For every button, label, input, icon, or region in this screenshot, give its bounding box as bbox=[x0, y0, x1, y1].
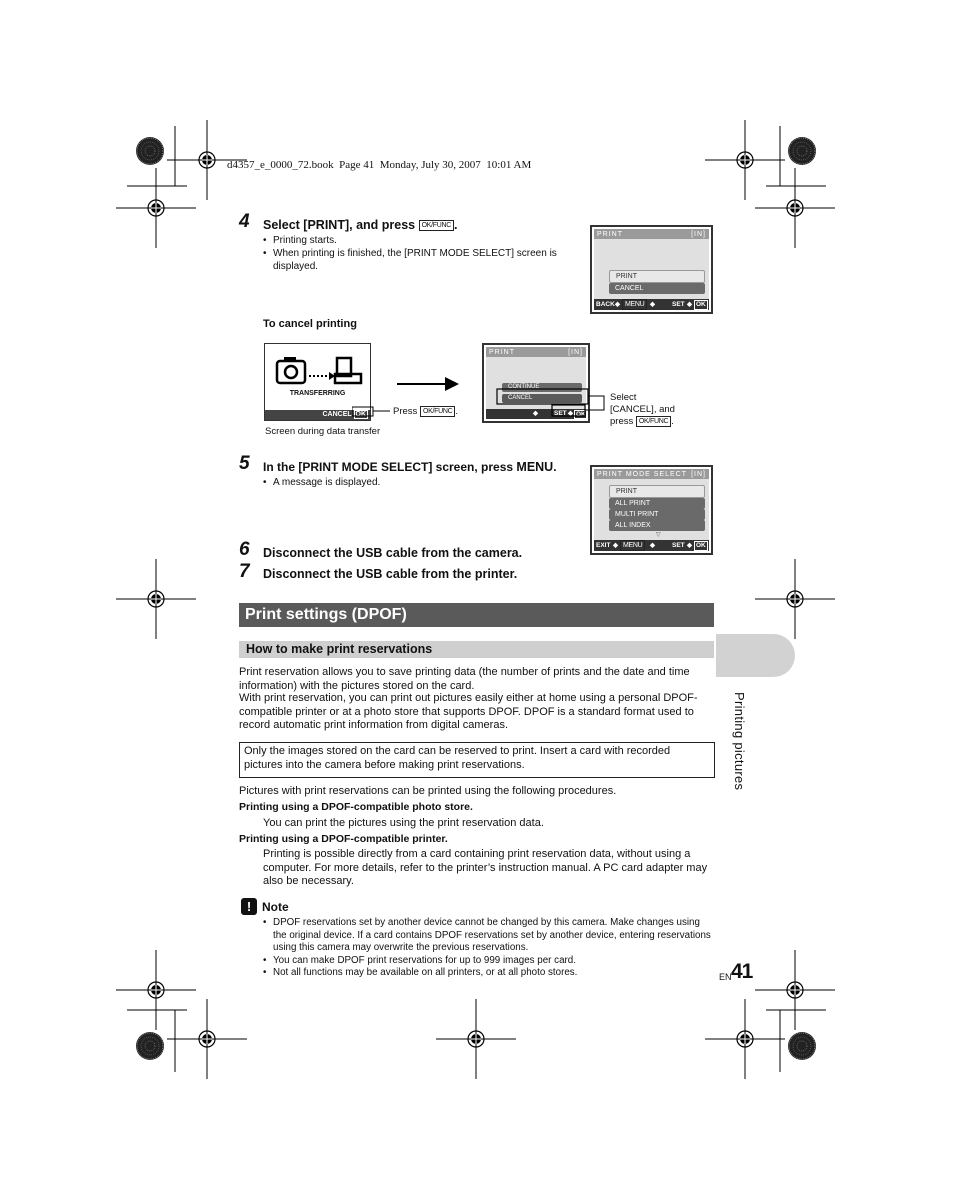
ok-func-icon: OK/FUNC bbox=[419, 220, 454, 231]
print-mode-select-screen-image: PRINT MODE SELECT [IN] PRINT ALL PRINT MULTI PRINT ALL INDEX ▽ EXIT ◆ MENU ◆ SET ◆ OK bbox=[590, 465, 713, 555]
press-ok-label: Press OK/FUNC . bbox=[393, 406, 458, 418]
mode-multi-print-item: MULTI PRINT bbox=[609, 509, 705, 520]
step-5-bullets: • A message is displayed. bbox=[263, 476, 583, 489]
book-slug-line: d4357_e_0000_72.book Page 41 Monday, July 30, 2007 10:01 AM bbox=[227, 159, 532, 171]
photo-store-heading: Printing using a DPOF-compatible photo store. bbox=[239, 801, 473, 813]
chapter-tab-label: Printing pictures bbox=[732, 692, 747, 791]
mode-all-index-item: ALL INDEX bbox=[609, 520, 705, 531]
print-menu-item: PRINT bbox=[609, 270, 705, 283]
step-6-number: 6 bbox=[239, 539, 250, 560]
transferring-label: TRANSFERRING bbox=[289, 390, 346, 397]
step-7-title: Disconnect the USB cable from the printer. bbox=[263, 567, 518, 581]
menu-button-icon: MENU bbox=[516, 460, 554, 474]
card-notice-text: Only the images stored on the card can be reserved to print. Insert a card with recorded pictures into the camera before making print reservations. bbox=[244, 745, 671, 771]
note-bullets: • DPOF reservations set by another device cannot be changed by this camera. Make changes using the original device. If a card contains DPOF reservations set by another device, entering reservations using this camera may overwrite the previous reservations. • You can make DPOF print reservations for up to 999 images per card. • Not all functions may be available on all printers, or at all photo stores. bbox=[263, 917, 715, 980]
select-leader-line bbox=[494, 388, 614, 418]
step-4-bullets: • Printing starts. • When printing is finished, the [PRINT MODE SELECT] screen is displayed. bbox=[263, 234, 583, 273]
page-number: 41 bbox=[731, 960, 753, 983]
page-language: EN bbox=[719, 972, 732, 982]
step-7-number: 7 bbox=[239, 561, 250, 582]
intro-paragraph-1: Print reservation allows you to save printing data (the number of prints and the date and time information) with the pictures stored on the card. bbox=[239, 666, 690, 692]
printer-heading: Printing using a DPOF-compatible printer. bbox=[239, 833, 448, 845]
cancel-confirm-screen-image: PRINT [IN] CONTINUE CANCEL ◆ SET ◆ OK bbox=[482, 343, 590, 423]
cancel-menu-item-2: CANCEL bbox=[502, 394, 582, 403]
arrow-right-icon bbox=[397, 376, 461, 392]
subsection-title: How to make print reservations bbox=[246, 642, 433, 656]
step-6-title: Disconnect the USB cable from the camera. bbox=[263, 546, 523, 560]
procedures-intro: Pictures with print reservations can be printed using the following procedures. bbox=[239, 785, 617, 797]
cancel-menu-item: CANCEL bbox=[609, 283, 705, 294]
print-screen-image: PRINT [IN] PRINT CANCEL BACK ◆ MENU ◆ SET ◆ OK bbox=[590, 225, 713, 314]
step-4-title: Select [PRINT], and press OK/FUNC . bbox=[263, 218, 458, 232]
note-title: Note bbox=[262, 900, 289, 914]
photo-store-text: You can print the pictures using the print reservation data. bbox=[263, 817, 544, 829]
step-5-number: 5 bbox=[239, 453, 250, 474]
printer-text: Printing is possible directly from a card containing print reservation data, without using a computer. For more details, refer to the printer’s instruction manual. A PC card adapter may also be necessary. bbox=[263, 848, 708, 887]
section-title: Print settings (DPOF) bbox=[245, 606, 407, 623]
step-5-title: In the [PRINT MODE SELECT] screen, press MENU. bbox=[263, 460, 557, 474]
mode-all-print-item: ALL PRINT bbox=[609, 498, 705, 509]
continue-menu-item: CONTINUE bbox=[502, 383, 582, 392]
camera-to-printer-icon bbox=[275, 354, 375, 394]
warning-icon: ! bbox=[241, 898, 257, 915]
intro-paragraph-2: With print reservation, you can print out pictures easily either at home using a personal DPOF-compatible printer or at a photo store that supports DPOF. DPOF is a standard format used to record automatic print information from digital cameras. bbox=[239, 692, 698, 731]
transfer-screen-caption: Screen during data transfer bbox=[265, 426, 381, 437]
cancel-ok-label: CANCEL OK bbox=[322, 411, 366, 418]
scroll-down-icon: ▽ bbox=[656, 532, 661, 538]
cancel-printing-heading: To cancel printing bbox=[263, 318, 357, 330]
mode-print-item: PRINT bbox=[609, 485, 705, 498]
step-4-number: 4 bbox=[239, 211, 250, 232]
select-cancel-note: Select [CANCEL], and press OK/FUNC . bbox=[610, 392, 675, 428]
